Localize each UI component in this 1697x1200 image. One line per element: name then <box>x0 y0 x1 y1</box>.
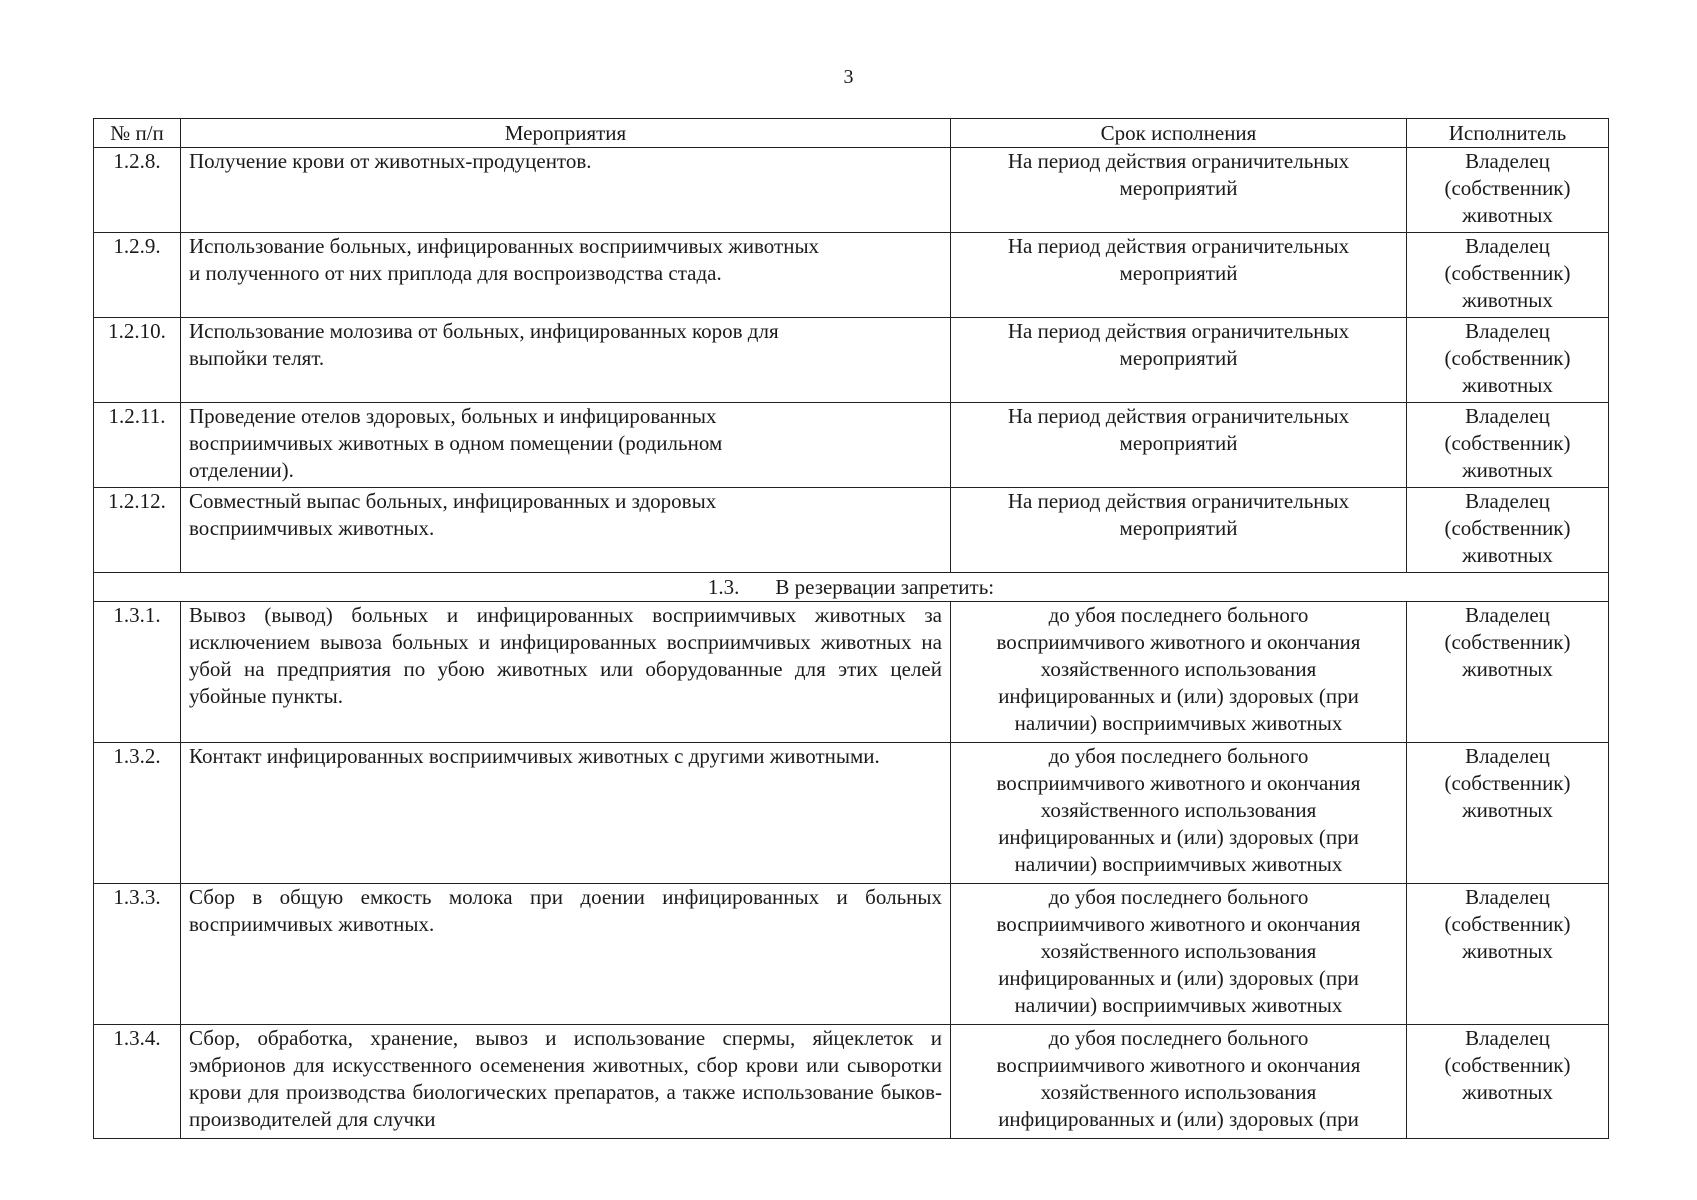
row-term: На период действия ограничительных мероприятий <box>951 488 1407 573</box>
table-row <box>94 1025 1609 1139</box>
row-executor: Владелец (собственник) животных <box>1407 148 1609 233</box>
row-executor: Владелец (собственник) животных <box>1407 602 1609 743</box>
row-executor: Владелец (собственник) животных <box>1407 1025 1609 1139</box>
row-action: Проведение отелов здоровых, больных и инфицированных восприимчивых животных в одном помещении (родильном отделении). <box>181 403 951 488</box>
row-num: 1.3.1. <box>94 602 181 743</box>
row-num: 1.3.4. <box>94 1025 181 1139</box>
page-number: 3 <box>843 66 854 88</box>
row-action: Сбор в общую емкость молока при доении инфицированных и больных восприимчивых животных. <box>181 884 951 1025</box>
table-row <box>94 233 1609 318</box>
table-row <box>94 148 1609 233</box>
row-num: 1.2.9. <box>94 233 181 318</box>
header-executor: Исполнитель <box>1407 119 1609 148</box>
header-num: № п/п <box>94 119 181 148</box>
row-executor: Владелец (собственник) животных <box>1407 488 1609 573</box>
section-row <box>94 573 1609 602</box>
row-term: до убоя последнего больного восприимчивого животного и окончания хозяйственного использования инфицированных и (или) здоровых (при наличии) восприимчивых животных <box>951 884 1407 1025</box>
header-term: Срок исполнения <box>951 119 1407 148</box>
table-header-row <box>94 119 1609 148</box>
row-term: до убоя последнего больного восприимчивого животного и окончания хозяйственного использования инфицированных и (или) здоровых (при <box>951 1025 1407 1139</box>
row-num: 1.3.3. <box>94 884 181 1025</box>
table-row <box>94 602 1609 743</box>
row-executor: Владелец (собственник) животных <box>1407 233 1609 318</box>
row-executor: Владелец (собственник) животных <box>1407 743 1609 884</box>
row-num: 1.2.10. <box>94 318 181 403</box>
row-term: На период действия ограничительных мероприятий <box>951 233 1407 318</box>
section-title: В резервации запретить: <box>775 575 995 599</box>
section-number: 1.3. <box>707 575 740 599</box>
row-num: 1.3.2. <box>94 743 181 884</box>
measures-table <box>93 118 1609 1139</box>
row-executor: Владелец (собственник) животных <box>1407 318 1609 403</box>
row-action: Вывоз (вывод) больных и инфицированных восприимчивых животных за исключением вывоза больных и инфицированных восприимчивых животных на убой на предприятия по убою животных или оборудованные для этих целей убойные пункты. <box>181 602 951 743</box>
row-num: 1.2.12. <box>94 488 181 573</box>
row-term: На период действия ограничительных мероприятий <box>951 318 1407 403</box>
row-action: Сбор, обработка, хранение, вывоз и использование спермы, яйцеклеток и эмбрионов для искусственного осеменения животных, сбор крови или сыворотки крови для производства биологических препаратов, а также использование быков-производителей для случки <box>181 1025 951 1139</box>
table-row <box>94 403 1609 488</box>
row-num: 1.2.11. <box>94 403 181 488</box>
row-num: 1.2.8. <box>94 148 181 233</box>
row-action: Совместный выпас больных, инфицированных и здоровых восприимчивых животных. <box>181 488 951 573</box>
section-heading <box>94 573 1609 602</box>
row-action: Получение крови от животных-продуцентов. <box>181 148 951 233</box>
row-term: до убоя последнего больного восприимчивого животного и окончания хозяйственного использования инфицированных и (или) здоровых (при наличии) восприимчивых животных <box>951 743 1407 884</box>
table-row <box>94 318 1609 403</box>
table-row <box>94 743 1609 884</box>
row-action: Использование молозива от больных, инфицированных коров для выпойки телят. <box>181 318 951 403</box>
row-executor: Владелец (собственник) животных <box>1407 884 1609 1025</box>
row-action: Контакт инфицированных восприимчивых животных с другими животными. <box>181 743 951 884</box>
header-action: Мероприятия <box>181 119 951 148</box>
table-row <box>94 884 1609 1025</box>
row-term: На период действия ограничительных мероприятий <box>951 148 1407 233</box>
row-action: Использование больных, инфицированных восприимчивых животных и полученного от них приплода для воспроизводства стада. <box>181 233 951 318</box>
row-term: На период действия ограничительных мероприятий <box>951 403 1407 488</box>
table-row <box>94 488 1609 573</box>
row-executor: Владелец (собственник) животных <box>1407 403 1609 488</box>
row-term: до убоя последнего больного восприимчивого животного и окончания хозяйственного использования инфицированных и (или) здоровых (при наличии) восприимчивых животных <box>951 602 1407 743</box>
